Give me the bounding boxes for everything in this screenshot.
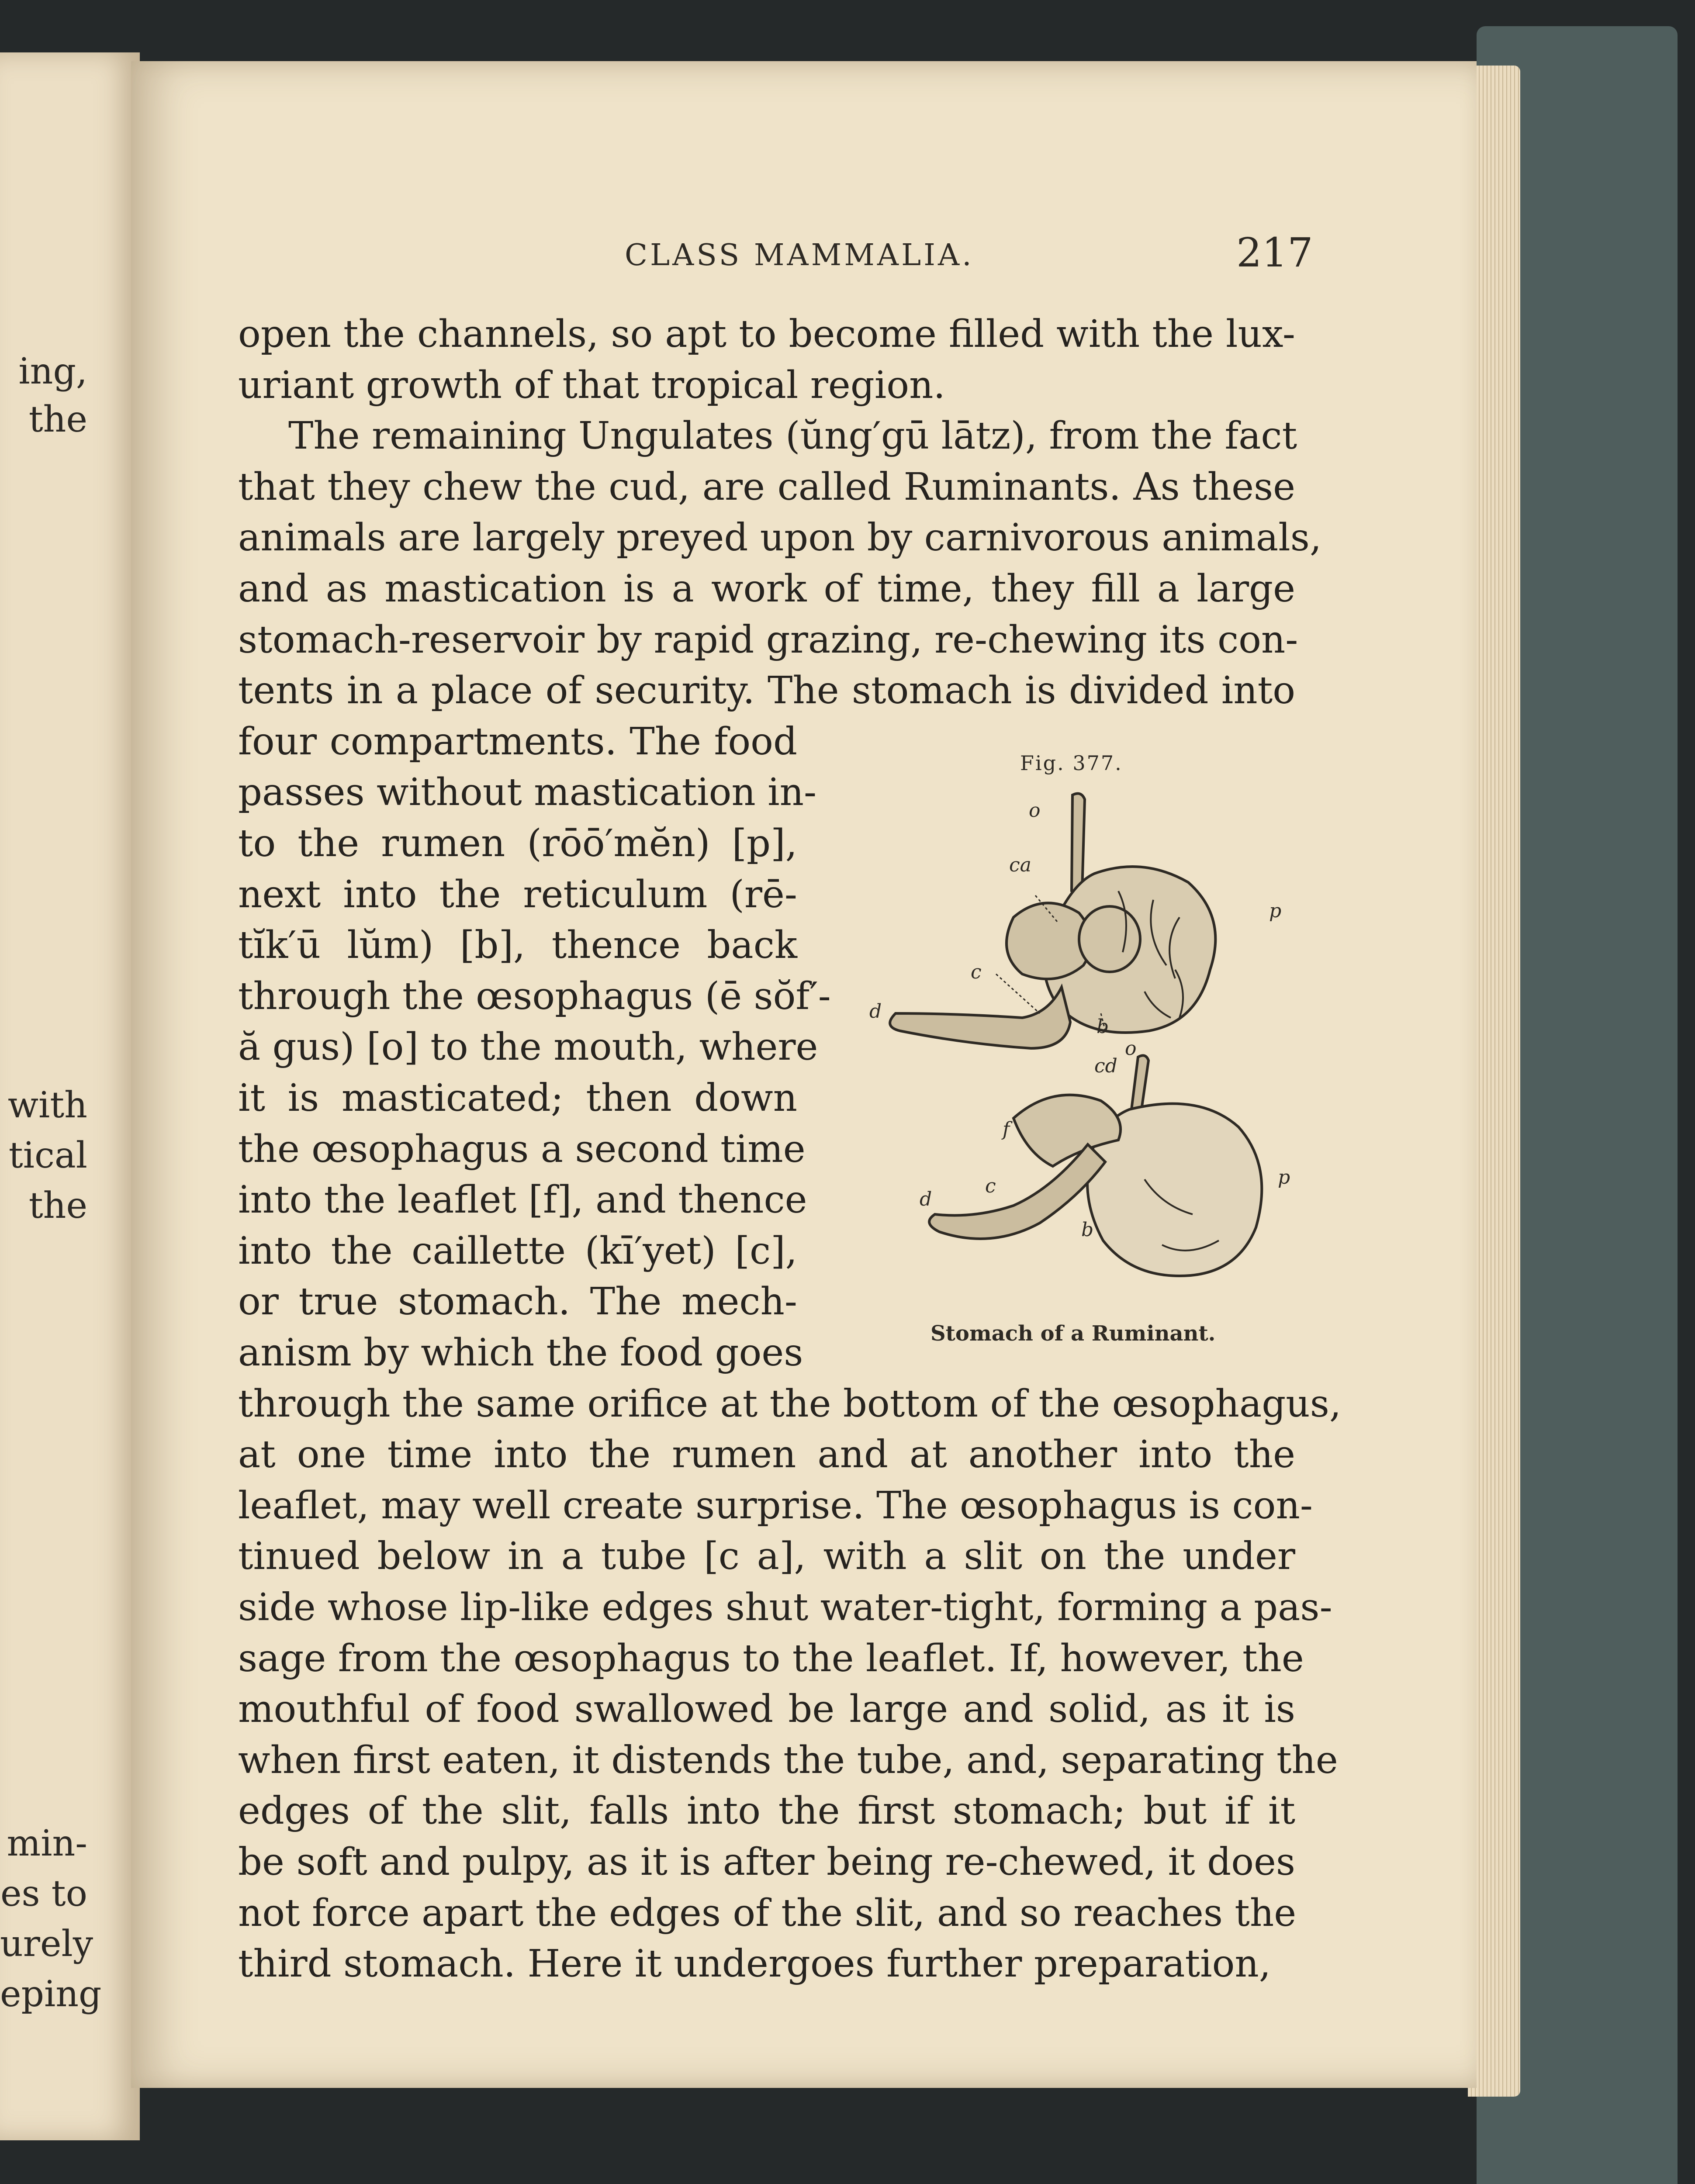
text-line: through the same orifice at the bottom of the œsophagus,	[238, 1382, 1342, 1426]
left-page-fragment: tical	[8, 1135, 87, 1176]
text-line: sage from the œsophagus to the leaflet. If, however, the	[238, 1637, 1304, 1680]
figure-letter: cd	[1094, 1055, 1117, 1077]
left-page-fragment: the	[28, 1185, 87, 1227]
caillette-lower	[929, 1144, 1105, 1239]
left-page-fragment: urely	[0, 1923, 93, 1965]
stomach-lower-drawing	[929, 1055, 1262, 1276]
omasum-upper	[1079, 906, 1140, 972]
page-number: 217	[1236, 229, 1313, 276]
figure-letter: c	[985, 1175, 996, 1197]
abomasum-upper	[890, 987, 1070, 1048]
text-line: passes without mastication in-	[238, 771, 817, 814]
text-line: to the rumen (rōō′mĕn) [p],	[238, 822, 797, 865]
left-page-fragment: es to	[0, 1873, 87, 1914]
text-line: the œsophagus a second time	[238, 1127, 806, 1171]
text-line: when first eaten, it distends the tube, and, separating the	[238, 1738, 1338, 1782]
text-line: next into the reticulum (rē-	[238, 873, 797, 916]
text-line: that they chew the cud, are called Ruminants. As these	[238, 465, 1295, 509]
text-line: at one time into the rumen and at another into the	[238, 1433, 1295, 1476]
figure-letter: d	[869, 1000, 882, 1023]
stomach-upper-drawing	[890, 794, 1215, 1048]
text-line: open the channels, so apt to become filled with the lux-	[238, 312, 1295, 356]
left-page-fragment: the	[28, 399, 87, 440]
figure-letter: o	[1125, 1037, 1137, 1060]
text-line: side whose lip-like edges shut water-tight, forming a pas-	[238, 1586, 1332, 1629]
figure-letter: b	[1081, 1219, 1094, 1241]
text-line: tents in a place of security. The stomach is divided into	[238, 669, 1295, 712]
left-page-fragment: ing,	[18, 351, 87, 392]
text-line: through the œsophagus (ē sŏf′-	[238, 975, 831, 1018]
running-head: CLASS MAMMALIA.	[625, 238, 974, 273]
figure-letter: d	[920, 1188, 932, 1210]
text-line: The remaining Ungulates (ŭng′gū lātz), from the fact	[288, 414, 1297, 458]
text-line: stomach-reservoir by rapid grazing, re-chewing its con-	[238, 618, 1298, 662]
text-line: leaflet, may well create surprise. The œsophagus is con-	[238, 1484, 1313, 1527]
figure-letter: f	[1003, 1118, 1010, 1140]
text-line: mouthful of food swallowed be large and solid, as it is	[238, 1687, 1295, 1731]
text-line: uriant growth of that tropical region.	[238, 363, 945, 407]
text-line: animals are largely preyed upon by carnivorous animals,	[238, 516, 1322, 560]
text-line: four compartments. The food	[238, 720, 797, 764]
figure-letter: c	[971, 961, 982, 983]
figure-label: Fig. 377.	[1020, 751, 1123, 775]
text-line: edges of the slit, falls into the first stomach; but if it	[238, 1789, 1295, 1833]
text-line: anism by which the food goes	[238, 1331, 803, 1375]
figure-caption: Stomach of a Ruminant.	[931, 1321, 1216, 1346]
left-page	[0, 52, 140, 2140]
text-line: into the caillette (kī′yet) [c],	[238, 1229, 797, 1273]
figure-letter: ca	[1009, 854, 1031, 876]
text-line: third stomach. Here it undergoes further preparation,	[238, 1942, 1271, 1986]
text-line: ă gus) [o] to the mouth, where	[238, 1025, 818, 1069]
figure-letter: o	[1029, 799, 1041, 822]
figure-letter: p	[1278, 1166, 1290, 1189]
text-line: be soft and pulpy, as it is after being re-chewed, it does	[238, 1840, 1295, 1884]
left-page-fragment: with	[7, 1085, 87, 1126]
text-line: it is masticated; then down	[238, 1076, 797, 1120]
text-line: into the leaflet [f], and thence	[238, 1178, 807, 1222]
text-line: tinued below in a tube [c a], with a slit on the under	[238, 1534, 1295, 1578]
figure-letter: p	[1269, 900, 1282, 922]
text-line: and as mastication is a work of time, they fill a large	[238, 567, 1295, 611]
text-line: or true stomach. The mech-	[238, 1280, 797, 1324]
text-line: tĭk′ū lŭm) [b], thence back	[238, 923, 797, 967]
left-page-fragment: eping	[0, 1973, 102, 2015]
figure-letter: b	[1097, 1016, 1109, 1038]
text-line: not force apart the edges of the slit, and so reaches the	[238, 1891, 1297, 1935]
left-page-fragment: min-	[7, 1823, 87, 1864]
